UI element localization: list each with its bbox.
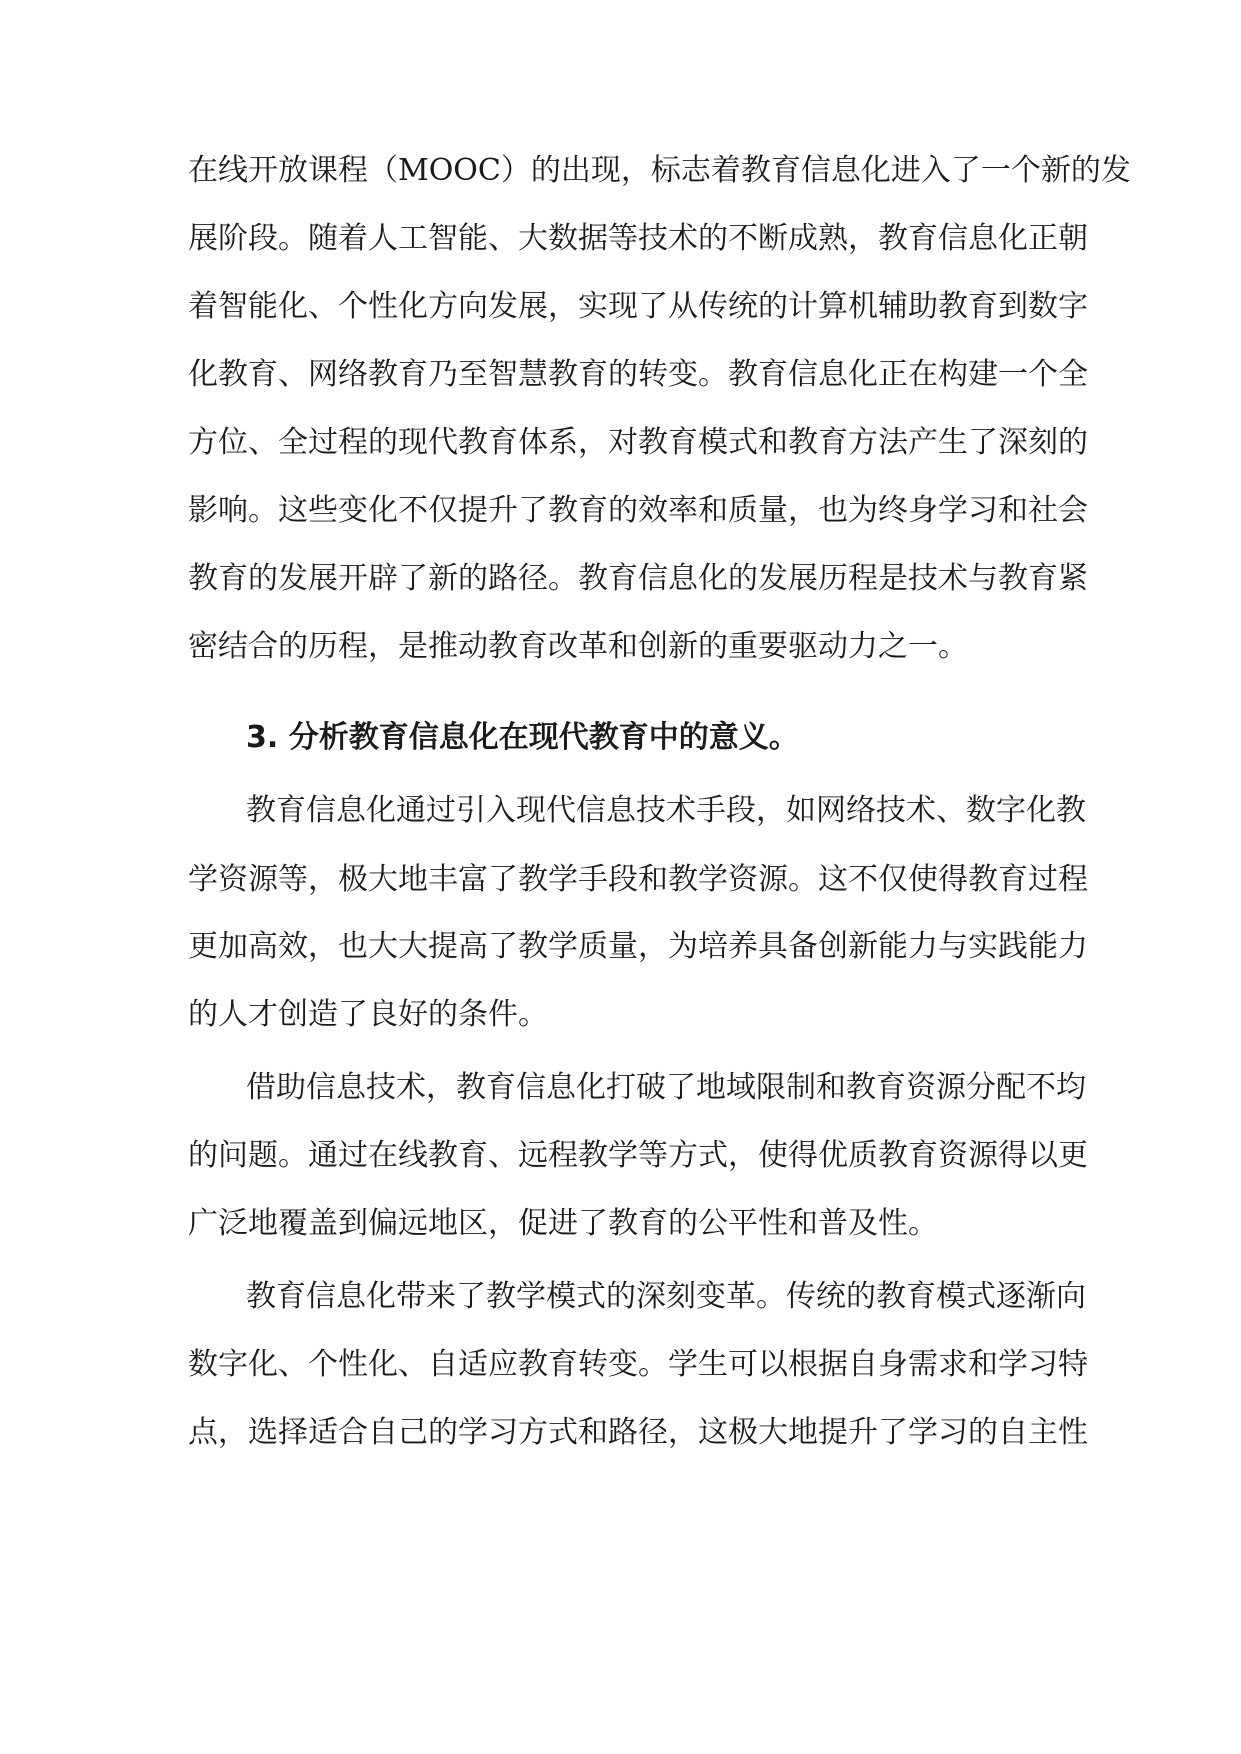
text-line: 的问题。通过在线教育、远程教学等方式，使得优质教育资源得以更 xyxy=(188,1138,1088,1173)
text-line: 学资源等，极大地丰富了教学手段和教学资源。这不仅使得教育过程 xyxy=(188,862,1088,897)
text-line: 教育信息化通过引入现代信息技术手段，如网络技术、数字化教 xyxy=(246,793,1086,828)
text-line: 数字化、个性化、自适应教育转变。学生可以根据自身需求和学习特 xyxy=(188,1347,1088,1382)
text-line: 点，选择适合自己的学习方式和路径，这极大地提升了学习的自主性 xyxy=(188,1415,1088,1450)
text-line: 广泛地覆盖到偏远地区，促进了教育的公平性和普及性。 xyxy=(188,1206,938,1241)
text-line: 在线开放课程（MOOC）的出现，标志着教育信息化进入了一个新的发 xyxy=(188,153,1131,188)
text-line: 教育的发展开辟了新的路径。教育信息化的发展历程是技术与教育紧 xyxy=(188,561,1088,596)
text-line: 化教育、网络教育乃至智慧教育的转变。教育信息化正在构建一个全 xyxy=(188,357,1088,392)
text-line: 着智能化、个性化方向发展，实现了从传统的计算机辅助教育到数字 xyxy=(188,289,1088,324)
text-line: 的人才创造了良好的条件。 xyxy=(188,997,548,1032)
text-line: 方位、全过程的现代教育体系，对教育模式和教育方法产生了深刻的 xyxy=(188,425,1088,460)
text-line: 展阶段。随着人工智能、大数据等技术的不断成熟，教育信息化正朝 xyxy=(188,221,1088,256)
text-line: 教育信息化带来了教学模式的深刻变革。传统的教育模式逐渐向 xyxy=(246,1279,1086,1314)
text-line: 密结合的历程，是推动教育改革和创新的重要驱动力之一。 xyxy=(188,629,968,664)
text-line: 影响。这些变化不仅提升了教育的效率和质量，也为终身学习和社会 xyxy=(188,493,1088,528)
text-line: 更加高效，也大大提高了教学质量，为培养具备创新能力与实践能力 xyxy=(188,929,1088,964)
text-line: 借助信息技术，教育信息化打破了地域限制和教育资源分配不均 xyxy=(246,1070,1086,1105)
section-heading: 3. 分析教育信息化在现代教育中的意义。 xyxy=(246,720,799,755)
